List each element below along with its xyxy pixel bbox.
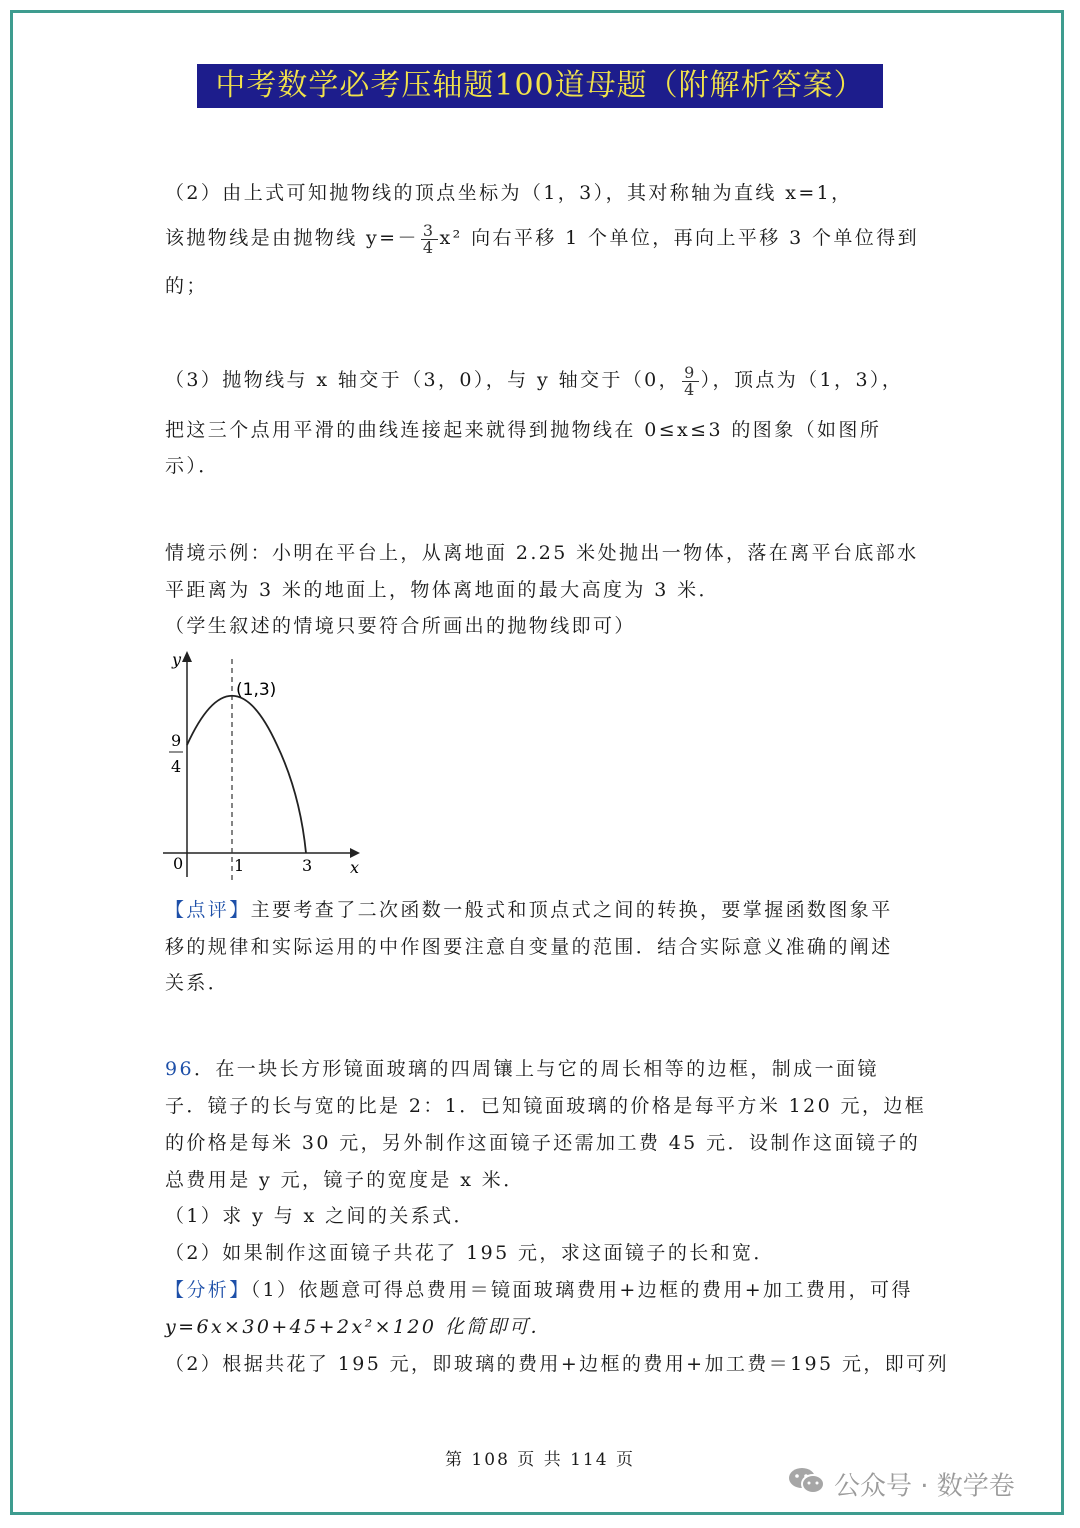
- part2-line3: 的；: [165, 275, 208, 297]
- comment-line2: 移的规律和实际运用的中作图要注意自变量的范围．结合实际意义准确的阐述: [165, 936, 893, 958]
- part3-line3: 示）．: [165, 455, 220, 477]
- fraction-9-4: $\frac{9}{4}$: [684, 362, 697, 399]
- part2-line2-pre: 该抛物线是由抛物线 y=－: [165, 227, 419, 249]
- y-axis-label: y: [172, 650, 182, 669]
- q96-line1: [165, 1051, 925, 1088]
- part3-line1: [165, 362, 925, 399]
- comment-tag: 【点评】: [165, 899, 251, 921]
- x-tick-3: 3: [302, 856, 313, 875]
- x-axis-arrow: [350, 848, 360, 858]
- part2-line1: （2）由上式可知抛物线的顶点坐标为（1，3），其对称轴为直线 x=1，: [165, 182, 853, 204]
- analysis-line3: （2）根据共花了 195 元，即玻璃的费用+边框的费用+加工费＝195 元，即可列: [165, 1353, 949, 1375]
- y-axis-arrow: [182, 651, 192, 662]
- comment-line1-text: 主要考查了二次函数一般式和顶点式之间的转换，要掌握函数图象平: [250, 899, 893, 921]
- parabola-graph: [158, 645, 368, 890]
- scenario-line3: （学生叙述的情境只要符合所画出的抛物线即可）: [165, 615, 636, 637]
- part3-line2: 把这三个点用平滑的曲线连接起来就得到抛物线在 0≤x≤3 的图象（如图所: [165, 419, 882, 441]
- q96-line1-text: ．在一块长方形镜面玻璃的四周镶上与它的周长相等的边框，制成一面镜: [193, 1058, 879, 1080]
- analysis-line1-text: （1）依题意可得总费用＝镜面玻璃费用+边框的费用+加工费用，可得: [250, 1279, 913, 1301]
- origin-label: 0: [173, 854, 184, 873]
- analysis-line2: y=6x×30+45+2x²×120 化简即可．: [165, 1316, 552, 1338]
- q96-sub1: （1）求 y 与 x 之间的关系式．: [165, 1205, 475, 1227]
- watermark: [788, 1466, 1058, 1506]
- y-intercept-numerator: 9: [171, 731, 182, 750]
- part2-line2: [165, 220, 925, 257]
- comment-line3: 关系．: [165, 972, 230, 994]
- x-tick-1: 1: [234, 856, 245, 875]
- page-number: 第 108 页 共 114 页: [445, 1450, 635, 1470]
- watermark-text: 公众号 · 数学卷: [834, 1471, 1015, 1502]
- q96-line4: 总费用是 y 元，镜子的宽度是 x 米．: [165, 1169, 525, 1191]
- part2-line2-post: x² 向右平移 1 个单位，再向上平移 3 个单位得到: [439, 227, 920, 249]
- parabola-curve: [187, 696, 306, 853]
- q96-line3: 的价格是每米 30 元，另外制作这面镜子还需加工费 45 元．设制作这面镜子的: [165, 1132, 921, 1154]
- analysis-tag: 【分析】: [165, 1279, 251, 1301]
- scenario-line2: 平距离为 3 米的地面上，物体离地面的最大高度为 3 米．: [165, 579, 720, 601]
- part3-line1-pre: （3）抛物线与 x 轴交于（3，0），与 y 轴交于（0，: [165, 369, 681, 391]
- q96-sub2: （2）如果制作这面镜子共花了 195 元，求这面镜子的长和宽．: [165, 1242, 775, 1264]
- vertex-label: (1,3): [236, 680, 277, 700]
- part3-line1-post: ），顶点为（1，3），: [700, 369, 904, 391]
- question-number: 96: [165, 1058, 194, 1080]
- fraction-3-4: $\frac{3}{4}$: [422, 220, 436, 257]
- page-title: 中考数学必考压轴题100道母题（附解析答案）: [197, 64, 883, 108]
- analysis-line1: [165, 1272, 925, 1309]
- comment-line1: [165, 892, 925, 929]
- scenario-line1: 情境示例：小明在平台上，从离地面 2.25 米处抛出一物体，落在离平台底部水: [165, 542, 919, 564]
- y-intercept-denominator: 4: [171, 757, 182, 776]
- wechat-icon: [788, 1466, 826, 1508]
- x-axis-label: x: [350, 858, 360, 877]
- q96-line2: 子．镜子的长与宽的比是 2：1．已知镜面玻璃的价格是每平方米 120 元，边框: [165, 1095, 927, 1117]
